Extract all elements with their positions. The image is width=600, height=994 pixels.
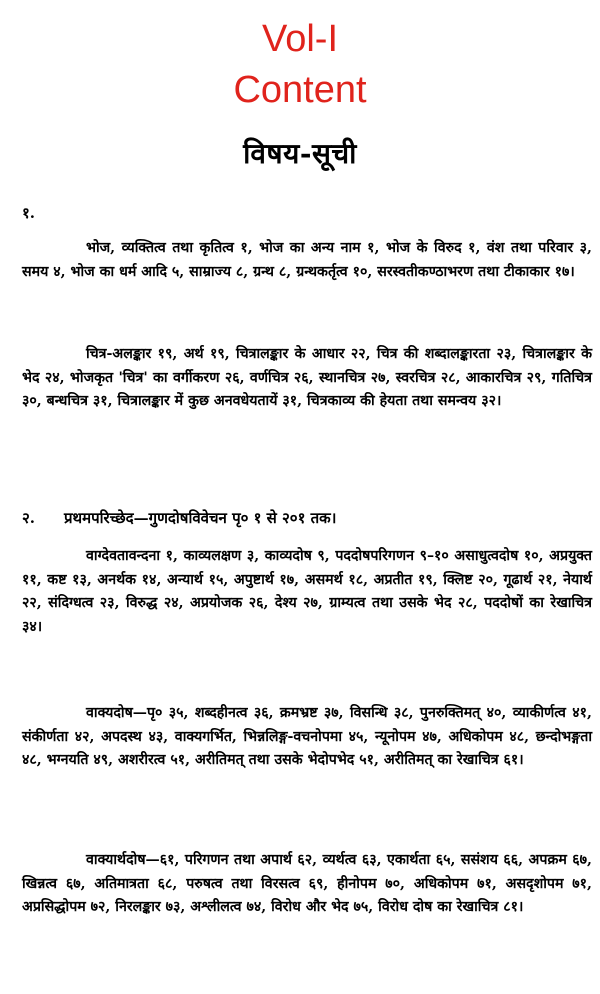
section-2-paragraph-1: वाग्देवतावन्दना १, काव्यलक्षण ३, काव्यदोष ९, पददोषपरिगणन ९–१० असाधुत्वदोष १०, अप्रयुक्त ११, कष्ट १३, अनर्थक १४, अन्यार्थ १५, अपुष्टार्थ १७, असमर्थ १८, अप्रतीत १९, क्लिष्ट २०, गूढार्थ २१, नेयार्थ २२, संदिग्धत्व २३, विरुद्ध २४, अप्रयोजक २६, देश्य २७, ग्राम्यत्व तथा उसके भेद २८, पददोषों का रेखाचित्र ३४। — [22, 548, 592, 635]
section-2-paragraph-2: वाक्यदोष—पृ० ३५, शब्दहीनत्व ३६, क्रमभ्रष्ट ३७, विसन्धि ३८, पुनरुक्तिमत् ४०, व्याकीर्णत्व ४१, संकीर्णता ४२, अपदस्थ ४३, वाक्यगर्भित, भिन्नलिङ्ग-वचनोपमा ४५, न्यूनोपम ४७, अधिकोपम ४८, छन्दोभङ्गता ४८, भग्नयति ४९, अशरीरत्व ५१, अरीतिमत् तथा उसके भेदोपभेद ५१, अरीतिमत् का रेखाचित्र ६१। — [22, 705, 592, 768]
section-1-number: १. — [22, 204, 36, 222]
section-2-paragraph-3: वाक्यार्थदोष—६१, परिगणन तथा अपार्थ ६२, व्यर्थत्व ६३, एकार्थता ६५, ससंशय ६६, अपक्रम ६७, खिन्नत्व ६७, अतिमात्रता ६८, परुषत्व तथा विरसत्व ६९, हीनोपम ७०, अधिकोपम ७१, असदृशोपम ७१, अप्रसिद्धोपम ७२, निरलङ्कार ७३, अश्लीलत्व ७४, विरोध और भेद ७५, विरोध दोष का रेखाचित्र ८१। — [22, 852, 592, 915]
content-label: Content — [233, 69, 367, 111]
section-1-paragraph-2: चित्र-अलङ्कार १९, अर्थ १९, चित्रालङ्कार के आधार २२, चित्र की शब्दालङ्कारता २३, चित्रालङ्कार के भेद २४, भोजकृत 'चित्र' का वर्गीकरण २६, वर्णचित्र २६, स्थानचित्र २७, स्वरचित्र २८, आकारचित्र २९, गतिचित्र ३०, बन्धचित्र ३१, चित्रालङ्कार में कुछ अनवधेयतायें ३१, चित्रकाव्य की हेयता तथा समन्वय ३२। — [22, 346, 592, 409]
section-2-number: २. — [22, 509, 36, 527]
section-2-heading: प्रथमपरिच्छेद—गुणदोषविवेचन पृ० १ से २०१ तक। — [64, 509, 337, 527]
page-title: विषय-सूची — [243, 137, 357, 170]
volume-label: Vol-I — [261, 18, 339, 60]
section-2-heading-row — [22, 508, 582, 528]
section-1-paragraph-1: भोज, व्यक्तित्व तथा कृतित्व १, भोज का अन्य नाम १, भोज के विरुद १, वंश तथा परिवार ३, समय ४, भोज का धर्म आदि ५, साम्राज्य ८, ग्रन्थ ८, ग्रन्थकर्तृत्व १०, सरस्वतीकण्ठाभरण तथा टीकाकार १७। — [22, 240, 592, 280]
